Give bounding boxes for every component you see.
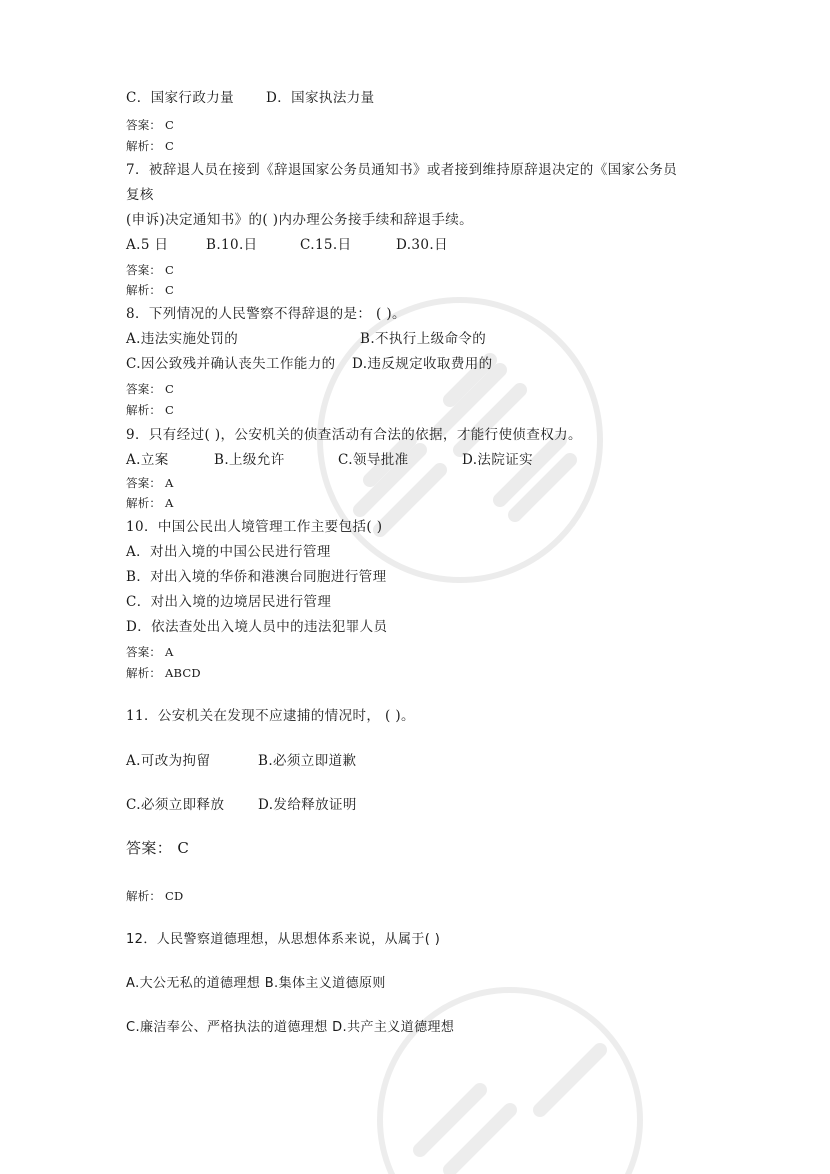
q9-options <box>126 451 586 471</box>
q7-stem-line3: (申诉)决定通知书》的( )内办理公务接手续和辞退手续。 <box>126 212 474 228</box>
q9-stem: 9．只有经过( )，公安机关的侦查活动有合法的依据，才能行使侦查权力。 <box>126 427 582 443</box>
q8-option-a: A.违法实施处罚的 <box>126 331 239 347</box>
q7-option-d: D.30.日 <box>396 237 449 253</box>
q10-analysis: 解析： ABCD <box>126 666 201 680</box>
q7-options <box>126 236 526 256</box>
q8-option-b: B.不执行上级命令的 <box>360 331 487 347</box>
q10-option-d: D．依法查处出入境人员中的违法犯罪人员 <box>126 619 388 635</box>
q9-option-b: B.上级允许 <box>214 452 285 468</box>
q11-option-d: D.发给释放证明 <box>258 797 357 813</box>
q8-answer: 答案： C <box>126 382 174 396</box>
q7-option-a: A.5 日 <box>126 237 169 253</box>
q8-stem: 8．下列情况的人民警察不得辞退的是： ( )。 <box>126 306 406 322</box>
q7-stem-line1: 7．被辞退人员在接到《辞退国家公务员通知书》或者接到维持原辞退决定的《国家公务员 <box>126 162 678 178</box>
q6-answer: 答案： C <box>126 118 174 132</box>
watermark-seal-bottom <box>360 960 660 1174</box>
q9-analysis: 解析： A <box>126 496 174 510</box>
q7-option-b: B.10.日 <box>206 237 258 253</box>
q10-option-b: B．对出入境的华侨和港澳台同胞进行管理 <box>126 569 387 585</box>
q9-option-d: D.法院证实 <box>462 452 534 468</box>
q11-options-cd <box>126 796 526 816</box>
q8-option-d: D.违反规定收取费用的 <box>352 356 493 372</box>
q7-stem-line2: 复核 <box>126 187 154 203</box>
q7-analysis: 解析： C <box>126 283 174 297</box>
q8-options-ab <box>126 330 586 350</box>
q12-options-cd: C.廉洁奉公、严格执法的道德理想 D.共产主义道德理想 <box>126 1020 455 1035</box>
q10-option-a: A．对出入境的中国公民进行管理 <box>126 544 331 560</box>
q11-answer: 答案： C <box>126 839 190 857</box>
q6-analysis: 解析： C <box>126 139 174 153</box>
q9-answer: 答案： A <box>126 476 174 490</box>
q12-stem: 12．人民警察道德理想，从思想体系来说，从属于( ) <box>126 932 441 947</box>
q8-options-cd <box>126 355 586 375</box>
q10-stem: 10．中国公民出人境管理工作主要包括( ) <box>126 519 383 535</box>
q11-analysis: 解析： CD <box>126 889 184 903</box>
q11-stem: 11．公安机关在发现不应逮捕的情况时， ( )。 <box>126 708 415 724</box>
q11-option-c: C.必须立即释放 <box>126 797 225 813</box>
q11-option-b: B.必须立即道歉 <box>258 753 357 769</box>
q9-option-a: A.立案 <box>126 452 169 468</box>
q7-option-c: C.15.日 <box>300 237 352 253</box>
q11-options-ab <box>126 752 526 772</box>
q11-option-a: A.可改为拘留 <box>126 753 211 769</box>
q12-options-ab: A.大公无私的道德理想 B.集体主义道德原则 <box>126 976 386 991</box>
q10-answer: 答案： A <box>126 645 174 659</box>
q10-option-c: C．对出入境的边境居民进行管理 <box>126 594 332 610</box>
q9-option-c: C.领导批准 <box>338 452 409 468</box>
q8-analysis: 解析： C <box>126 403 174 417</box>
q6-options-cd <box>126 89 526 109</box>
q6-option-c: C．国家行政力量 <box>126 90 235 106</box>
q8-option-c: C.因公致残并确认丧失工作能力的 <box>126 356 336 372</box>
q6-option-d: D．国家执法力量 <box>266 90 375 106</box>
q7-answer: 答案： C <box>126 263 174 277</box>
